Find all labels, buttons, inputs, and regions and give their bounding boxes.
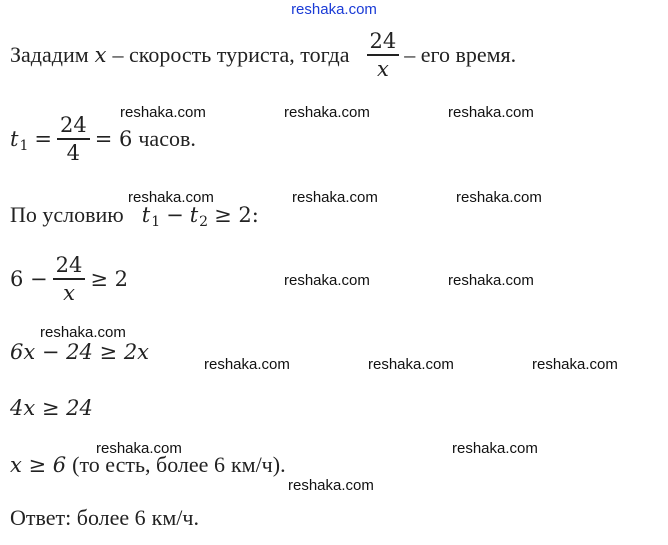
- line-7-unit: км/ч).: [230, 452, 286, 477]
- watermark: reshaka.com: [128, 189, 214, 206]
- fraction-numerator: 24: [55, 253, 83, 277]
- line-6-expression: 4x ≥ 24: [10, 396, 93, 420]
- line-1-var: x: [94, 42, 107, 67]
- watermark: reshaka.com: [292, 189, 378, 206]
- minus-sign: −: [166, 203, 184, 227]
- watermark: reshaka.com: [452, 440, 538, 457]
- answer-line: [10, 505, 199, 531]
- line-1: [10, 30, 516, 80]
- line-3-text: По условию: [10, 202, 124, 227]
- line-3: [10, 202, 259, 228]
- fraction-denominator: x: [376, 56, 389, 81]
- header-watermark: reshaka.com: [291, 1, 377, 18]
- line-4: [10, 254, 128, 304]
- t2-variable: t: [189, 203, 199, 227]
- t1-subscript: 1: [151, 214, 161, 230]
- watermark: reshaka.com: [448, 272, 534, 289]
- line-2-unit: часов.: [138, 125, 196, 151]
- watermark: reshaka.com: [284, 104, 370, 121]
- line-6: [10, 396, 93, 420]
- fraction-numerator: 24: [59, 113, 87, 137]
- watermark: reshaka.com: [40, 324, 126, 341]
- line-3-relation: ≥ 2:: [214, 203, 259, 227]
- line-1-text-a: Зададим: [10, 41, 89, 67]
- line-4-lead: 6 −: [10, 266, 48, 291]
- line-4-relation: ≥ 2: [90, 266, 129, 291]
- line-1-fraction: [367, 30, 400, 80]
- watermark: reshaka.com: [204, 356, 290, 373]
- watermark: reshaka.com: [456, 189, 542, 206]
- line-7-text: (то есть, более 6: [72, 452, 225, 477]
- line-2-result: = 6: [94, 126, 133, 151]
- line-4-fraction: [53, 254, 86, 304]
- line-2-fraction: [57, 114, 90, 164]
- t1-variable: t: [141, 203, 151, 227]
- fraction-denominator: 4: [66, 140, 81, 165]
- line-5: [10, 340, 149, 364]
- t-subscript: 1: [19, 137, 29, 154]
- answer-text: Ответ: более 6: [10, 505, 146, 530]
- t-variable: t: [10, 126, 19, 151]
- line-1-text-b: – скорость туриста, тогда: [112, 41, 350, 67]
- watermark: reshaka.com: [120, 104, 206, 121]
- fraction-numerator: 24: [369, 29, 397, 53]
- line-1-text-c: – его время.: [404, 41, 517, 67]
- watermark: reshaka.com: [288, 477, 374, 494]
- answer-unit: км/ч.: [151, 505, 199, 530]
- line-7: [10, 452, 286, 478]
- watermark: reshaka.com: [284, 272, 370, 289]
- line-7-expression: x ≥ 6: [10, 453, 67, 477]
- line-5-expression: 6x − 24 ≥ 2x: [10, 340, 150, 364]
- line-2: [10, 114, 196, 164]
- equals-sign: =: [34, 126, 52, 151]
- watermark: reshaka.com: [532, 356, 618, 373]
- fraction-denominator: x: [63, 280, 75, 305]
- watermark: reshaka.com: [96, 440, 182, 457]
- t2-subscript: 2: [199, 214, 209, 230]
- watermark: reshaka.com: [368, 356, 454, 373]
- watermark: reshaka.com: [448, 104, 534, 121]
